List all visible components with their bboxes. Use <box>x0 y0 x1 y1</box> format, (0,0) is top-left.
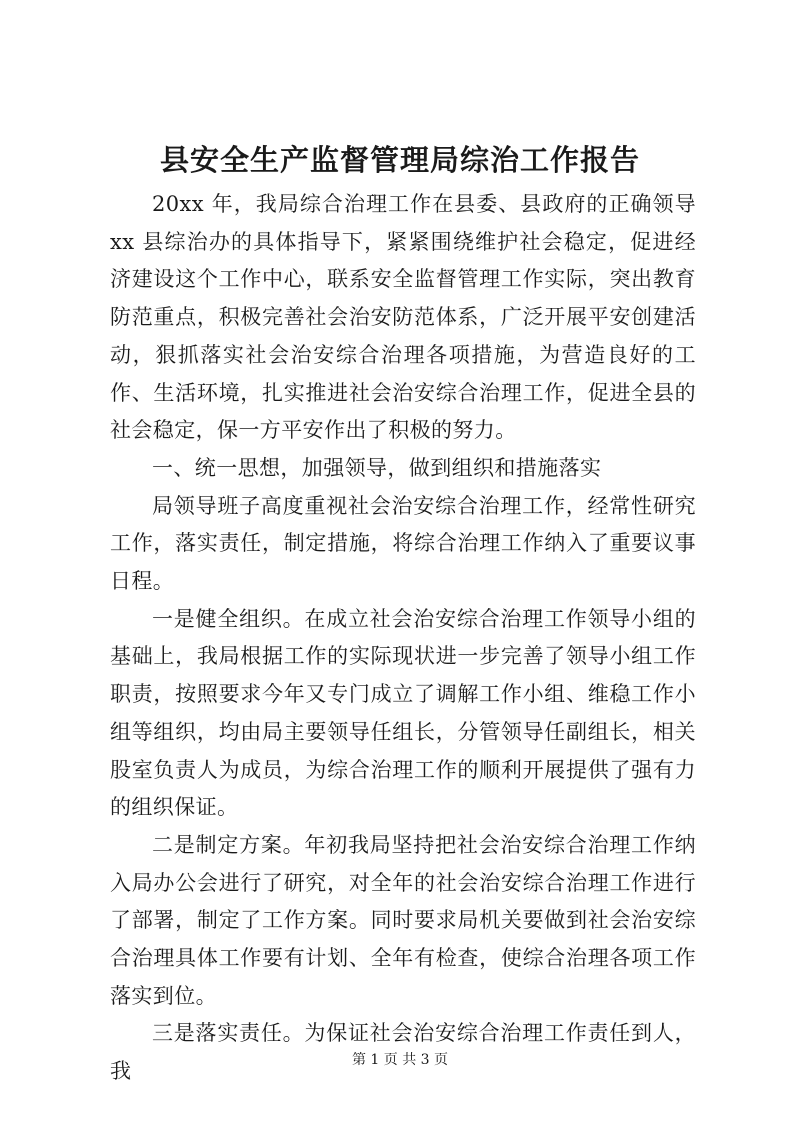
paragraph-responsibility: 三是落实责任。为保证社会治安综合治理工作责任到人，我 <box>110 1021 696 1084</box>
page-footer: 第 1 页 共 3 页 <box>351 1052 449 1068</box>
paragraph-intro: 20xx 年，我局综合治理工作在县委、县政府的正确领导 xx 县综治办的具体指导下，紧紧围绕维护社会稳定，促进经济建设这个工作中心，联系安全监督管理工作实际，突出教育防范重点，积极完善社会治安防范体系，广泛开展平安创建活动，狠抓落实社会治安综合治理各项措施，为营造良好的工作、生活环境，扎实推进社会治安综合治理工作，促进全县的社会稳定，保一方平安作出了积极的努力。 <box>110 192 696 443</box>
paragraph-leadership: 局领导班子高度重视社会治安综合治理工作，经常性研究工作，落实责任，制定措施，将综合治理工作纳入了重要议事日程。 <box>110 493 696 594</box>
paragraph-plan: 二是制定方案。年初我局坚持把社会治安综合治理工作纳入局办公会进行了研究，对全年的社会治安综合治理工作进行了部署，制定了工作方案。同时要求局机关要做到社会治安综合治理具体工作要有计划、全年有检查，使综合治理各项工作落实到位。 <box>110 832 696 1008</box>
document-title: 县安全生产监督管理局综治工作报告 <box>159 143 640 177</box>
paragraph-organization: 一是健全组织。在成立社会治安综合治理工作领导小组的基础上，我局根据工作的实际现状进一步完善了领导小组工作职责，按照要求今年又专门成立了调解工作小组、维稳工作小组等组织，均由局主要领导任组长，分管领导任副组长，相关股室负责人为成员，为综合治理工作的顺利开展提供了强有力的组织保证。 <box>110 606 696 820</box>
section-heading-1: 一、统一思想，加强领导，做到组织和措施落实 <box>152 455 602 480</box>
document-body <box>110 186 696 1091</box>
